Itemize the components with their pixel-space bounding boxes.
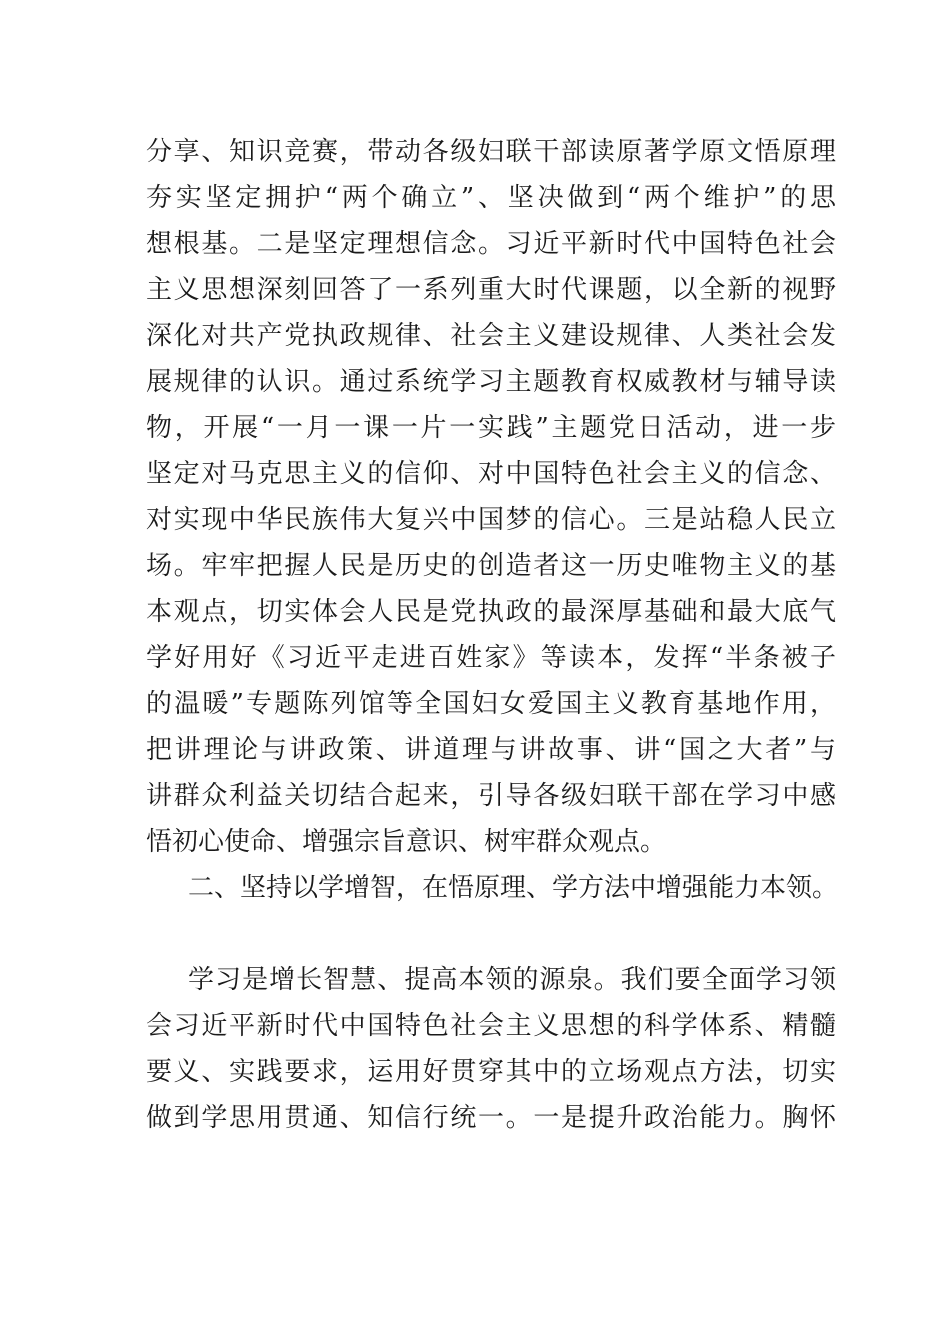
body-text-line: 分享、知识竞赛，带动各级妇联干部读原著学原文悟原理 bbox=[146, 137, 836, 167]
body-text-line: 做到学思用贯通、知信行统一。一是提升政治能力。胸怀 bbox=[146, 1103, 836, 1133]
body-text-line: 夯实坚定拥护“两个确立”、坚决做到“两个维护”的思 bbox=[146, 183, 836, 213]
body-text-line: 坚定对马克思主义的信仰、对中国特色社会主义的信念、 bbox=[146, 459, 836, 489]
section-heading: 二、坚持以学增智，在悟原理、学方法中增强能力本领。 bbox=[188, 873, 839, 903]
body-text-line: 讲群众利益关切结合起来，引导各级妇联干部在学习中感 bbox=[146, 781, 836, 811]
body-text-line: 悟初心使命、增强宗旨意识、树牢群众观点。 bbox=[146, 827, 667, 857]
body-text-line: 要义、实践要求，运用好贯穿其中的立场观点方法，切实 bbox=[146, 1057, 836, 1087]
body-text-line: 想根基。二是坚定理想信念。习近平新时代中国特色社会 bbox=[146, 229, 836, 259]
body-text-line: 学习是增长智慧、提高本领的源泉。我们要全面学习领 bbox=[188, 965, 836, 995]
body-text-line: 主义思想深刻回答了一系列重大时代课题，以全新的视野 bbox=[146, 275, 836, 305]
body-text-line: 物，开展“一月一课一片一实践”主题党日活动，进一步 bbox=[146, 413, 836, 443]
body-text-line: 学好用好《习近平走进百姓家》等读本，发挥“半条被子 bbox=[146, 643, 836, 673]
body-text-line: 对实现中华民族伟大复兴中国梦的信心。三是站稳人民立 bbox=[146, 505, 836, 535]
body-text-line: 场。牢牢把握人民是历史的创造者这一历史唯物主义的基 bbox=[146, 551, 836, 581]
body-text-line: 会习近平新时代中国特色社会主义思想的科学体系、精髓 bbox=[146, 1011, 836, 1041]
body-text-line: 本观点，切实体会人民是党执政的最深厚基础和最大底气 bbox=[146, 597, 836, 627]
body-text-line: 把讲理论与讲政策、讲道理与讲故事、讲“国之大者”与 bbox=[146, 735, 836, 765]
body-text-line: 的温暖”专题陈列馆等全国妇女爱国主义教育基地作用， bbox=[146, 689, 836, 719]
body-text-line: 展规律的认识。通过系统学习主题教育权威教材与辅导读 bbox=[146, 367, 836, 397]
body-text-line: 深化对共产党执政规律、社会主义建设规律、人类社会发 bbox=[146, 321, 836, 351]
